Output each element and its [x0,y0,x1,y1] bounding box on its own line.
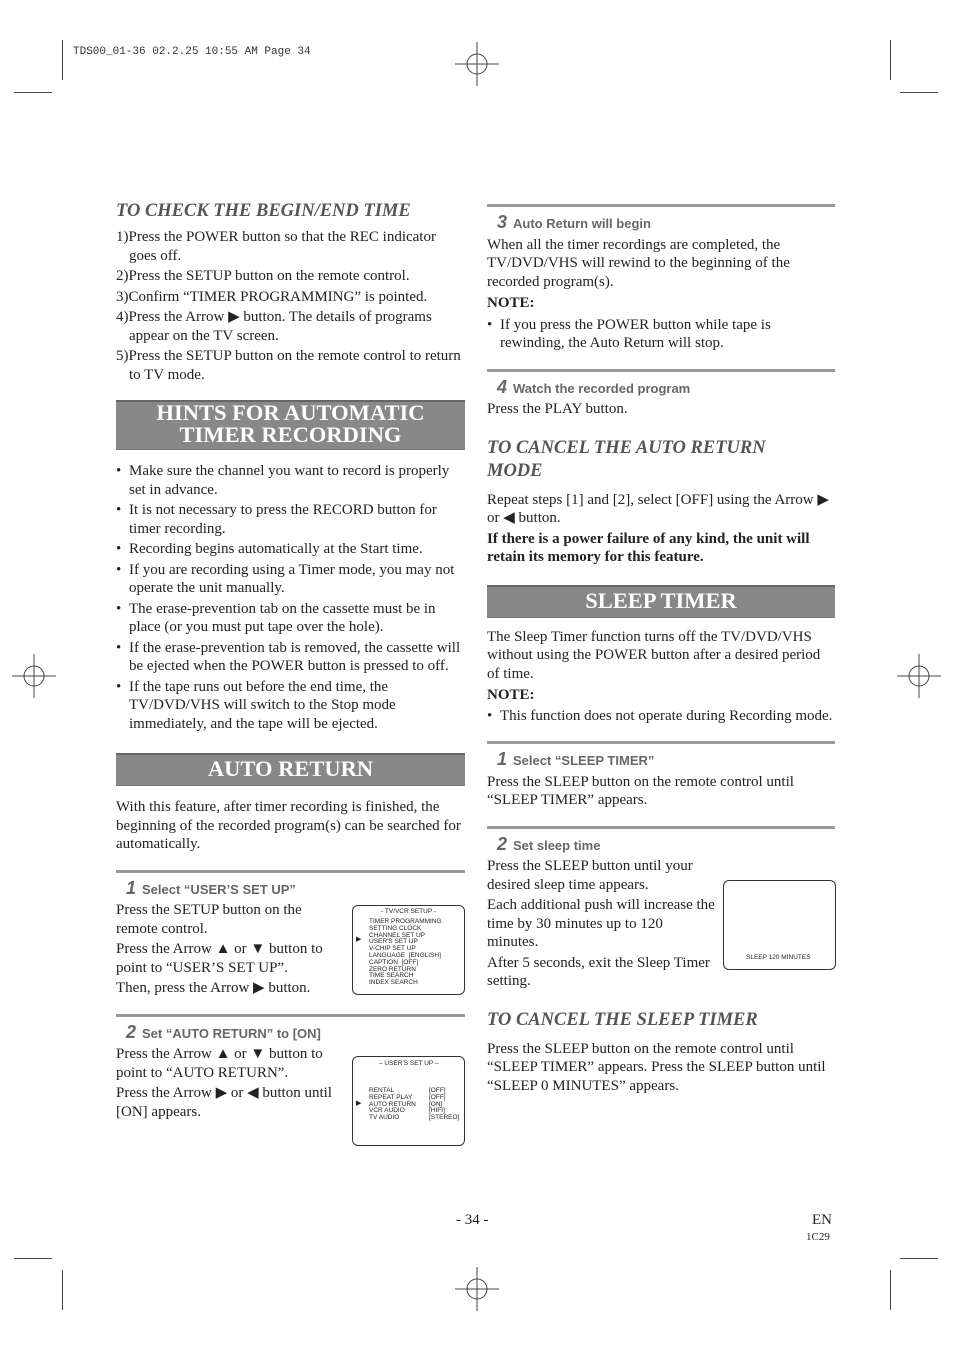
sleep-note-list [487,707,835,726]
list-item: 1)Press the POWER button so that the REC indicator goes off. [116,229,436,264]
list-item: • This function does not operate during Recording mode. [487,707,835,726]
list-item: 5)Press the SETUP button on the remote control to return to TV mode. [116,348,461,383]
tv-vcr-setup-screen [352,905,465,995]
cancel-auto-return-title-line2: MODE [487,460,543,481]
hints-title-line1: HINTS FOR AUTOMATIC [156,400,425,425]
step1-text3: Then, press the Arrow ▶ button. [116,980,311,996]
step-number: 4 [497,376,508,397]
step-number: 2 [497,833,508,854]
cursor-arrow-icon: ▶ [356,1100,362,1107]
list-item: 2)Press the SETUP button on the remote control. [116,268,410,284]
step-number: 1 [497,749,508,769]
crop-mark [62,1270,63,1310]
step-label: Select “SLEEP TIMER” [513,753,655,768]
list-item: • The erase-prevention tab on the cassette must be in place (or you must put tape over the hole). [116,600,465,637]
sleep-timer-screen [723,880,836,970]
auto-return-step4-heading [487,378,835,399]
screen-title: - TV/VCR SETUP - [381,908,437,915]
step-divider [116,870,465,873]
list-item: • Make sure the channel you want to record is properly set in advance. [116,462,465,499]
crop-mark [14,92,52,93]
sleep-timer-banner: SLEEP TIMER [487,585,835,618]
list-item: • If the erase-prevention tab is removed, the cassette will be ejected when the POWER button is pressed to off. [116,639,465,676]
registration-mark-bottom [455,1267,499,1311]
cancel-auto-return-title-line1: TO CANCEL THE AUTO RETURN [487,437,766,458]
check-begin-end-title: TO CHECK THE BEGIN/END TIME [116,201,411,221]
step-label: Set “AUTO RETURN” to [ON] [142,1025,321,1041]
crop-mark [900,92,938,93]
list-item: • Recording begins automatically at the Start time. [116,540,465,559]
step-divider [487,741,835,744]
step-label: Set sleep time [513,837,601,853]
screen-menu-items: RENTAL REPEAT PLAY AUTO RETURN VCR AUDIO TV AUDIO [369,1087,416,1122]
step-number: 3 [497,212,508,232]
step-divider [487,204,835,207]
step-number: 1 [126,877,137,898]
language-code: EN [812,1212,832,1228]
crop-mark [14,1258,52,1259]
check-steps-list [116,228,465,384]
step-divider [487,369,835,372]
auto-return-intro: With this feature, after timer recording is finished, the beginning of the recorded program(s) can be searched for automatically. [116,799,461,852]
list-item: 4)Press the Arrow ▶ button. The details of programs appear on the TV screen. [116,309,432,344]
power-failure-note: If there is a power failure of any kind, the unit will retain its memory for this feature. [487,530,810,565]
list-item: • It is not necessary to press the RECORD button for timer recording. [116,501,465,538]
sleep-note-label: NOTE: [487,687,535,703]
crop-mark [62,40,63,80]
sleep-step2-heading [487,835,835,856]
cancel-auto-return-title [487,437,835,483]
sleep-timer-intro: The Sleep Timer function turns off the TV/DVD/VHS without using the POWER button after a desired period of time. [487,628,821,682]
registration-mark-right [897,654,941,698]
crop-mark [890,40,891,80]
cancel-sleep-timer-text: Press the SLEEP button on the remote control until “SLEEP TIMER” appears. Press the SLEEP button until “SLEEP 0 MINUTES” appears. [487,1040,826,1094]
step-label: Select “USER’S SET UP” [142,881,296,897]
hints-title-line2: TIMER RECORDING [179,422,402,447]
cancel-auto-return-text: Repeat steps [1] and [2], select [OFF] using the Arrow ▶ or ◀ button. [487,491,829,526]
sleep-step2-text2: Each additional push will increase the time by 30 minutes up to 120 minutes. [487,897,715,950]
sleep-step1-heading [487,750,835,771]
step4-text: Press the PLAY button. [487,401,628,417]
step3-text: When all the timer recordings are completed, the TV/DVD/VHS will rewind to the beginning of the recorded program(s). [487,236,790,290]
step2-text1: Press the Arrow ▲ or ▼ button to point to “AUTO RETURN”. [116,1046,323,1081]
auto-return-step3-heading [487,213,835,234]
step1-text2: Press the Arrow ▲ or ▼ button to point to “USER’S SET UP”. [116,941,323,976]
print-info: TDS00_01-36 02.2.25 10:55 AM Page 34 [73,46,311,58]
document-code: 1C29 [806,1231,830,1243]
list-item: • If you are recording using a Timer mode, you may not operate the unit manually. [116,561,465,598]
sleep-step2-text1: Press the SLEEP button until your desired sleep time appears. [487,858,693,893]
hints-list [116,462,465,733]
list-item: • If you press the POWER button while tape is rewinding, the Auto Return will stop. [487,316,835,353]
screen-title: – USER'S SET UP – [379,1060,439,1067]
crop-mark [900,1258,938,1259]
step1-text1: Press the SETUP button on the remote control. [116,902,302,937]
page-number: - 34 - [456,1212,489,1228]
users-setup-screen [352,1056,465,1146]
step-label: Watch the recorded program [513,380,691,396]
cursor-arrow-icon: ▶ [356,936,362,943]
list-item: • If the tape runs out before the end time, the TV/DVD/VHS will switch to the Stop mode immediately, and the tape will be ejected. [116,678,465,734]
list-item: 3)Confirm “TIMER PROGRAMMING” is pointed. [116,288,428,305]
step3-note-label: NOTE: [487,295,535,311]
sleep-screen-text: SLEEP 120 MINUTES [746,954,811,961]
hints-banner [116,400,465,450]
registration-mark-top [455,42,499,86]
screen-menu-values: [OFF] [OFF] [ON] [HIFI] [STEREO] [429,1087,460,1122]
cancel-sleep-timer-title: TO CANCEL THE SLEEP TIMER [487,1009,758,1030]
step-divider [116,1014,465,1017]
step-divider [487,826,835,829]
step2-text2: Press the Arrow ▶ or ◀ button until [ON] appears. [116,1085,332,1120]
auto-return-step1-heading [116,879,465,900]
step-label: Auto Return will begin [513,216,651,231]
auto-return-banner: AUTO RETURN [116,753,465,786]
step3-note-list [487,316,835,353]
auto-return-step2-heading [116,1023,465,1044]
registration-mark-left [12,654,56,698]
crop-mark [890,1270,891,1310]
step-number: 2 [126,1021,137,1042]
screen-menu-items: TIMER PROGRAMMING SETTING CLOCK CHANNEL SET UP USER'S SET UP V-CHIP SET UP LANGUAGE [ENGLISH] CAPTION [OFF] ZERO RETURN TIME SEARCH INDEX SEARCH [369,918,442,987]
sleep-step1-text: Press the SLEEP button on the remote control until “SLEEP TIMER” appears. [487,773,794,808]
sleep-step2-text3: After 5 seconds, exit the Sleep Timer setting. [487,954,710,989]
